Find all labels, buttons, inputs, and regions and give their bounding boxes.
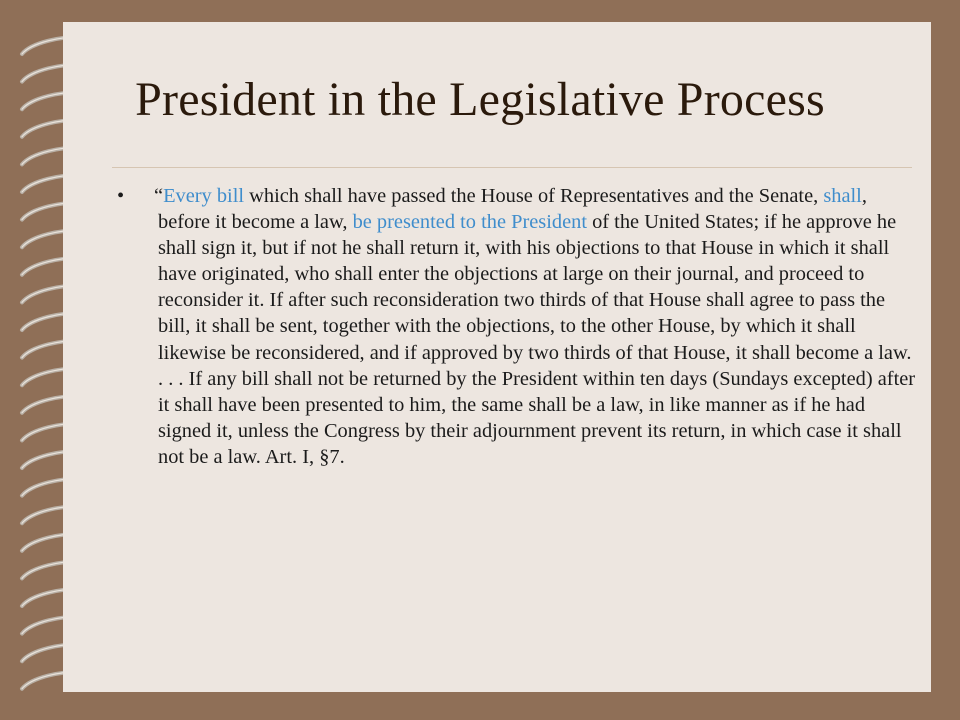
quote-text: , before it become a law, xyxy=(158,185,867,234)
quote-block xyxy=(117,183,917,470)
quote-text: of the United States; if he approve he shall sign it, but if not he shall return it, with his objections to that House in which it shall have originated, who shall enter the objections at large on their journal, and proceed to reconsider it. If after such reconsideration two thirds of that House shall agree to pass the bill, it shall be sent, together with the objections, to the other House, by which it shall likewise be reconsidered, and if approved by two thirds of that House, it shall become a law. . . . If any bill shall not be returned by the President within ten days (Sundays excepted) after it shall have been presented to him, the same shall be a law, in like manner as if he had signed it, unless the Congress by their adjournment prevent its return, in which case it shall not be a law. Art. I, §7. xyxy=(158,211,916,468)
quote-highlight: Every bill xyxy=(163,185,245,207)
quote-highlight: shall xyxy=(823,185,862,207)
constitution-quote xyxy=(117,183,917,470)
title-divider xyxy=(112,167,912,168)
bullet-marker: • xyxy=(117,185,125,207)
quote-highlight: be presented to the President xyxy=(352,211,587,234)
slide-title: President in the Legislative Process xyxy=(135,73,825,126)
quote-text: “ xyxy=(154,185,164,207)
quote-text: which shall have passed the House of Representatives and the Senate, xyxy=(244,185,824,207)
